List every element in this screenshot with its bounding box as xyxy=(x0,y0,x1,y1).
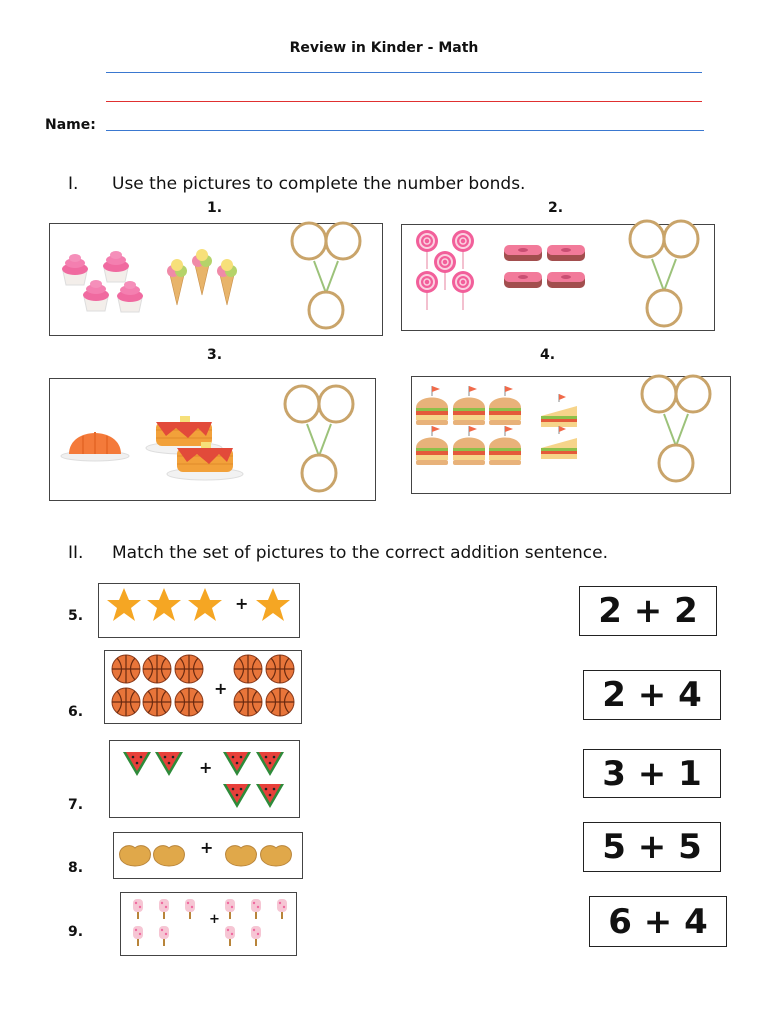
popsicle-icon xyxy=(159,899,169,919)
basketball-icon xyxy=(112,688,140,716)
cupcake-icon xyxy=(83,280,109,311)
section-instruction: Use the pictures to complete the number bonds. xyxy=(112,174,526,194)
donut-icon xyxy=(504,245,542,261)
sandwich-icon xyxy=(541,426,577,459)
lollipop-icon xyxy=(452,271,474,310)
item-number: 8. xyxy=(68,860,84,876)
burger-icon xyxy=(416,426,448,465)
burger-icon xyxy=(489,386,521,425)
basketball-icon xyxy=(266,688,294,716)
sandwich-icon xyxy=(541,394,577,427)
picture-set-4 xyxy=(411,376,729,492)
watermelon-icon xyxy=(256,784,284,808)
picture-set-5 xyxy=(98,583,298,636)
item-number: 5. xyxy=(68,608,84,624)
plus-sign: + xyxy=(235,594,249,613)
plus-sign: + xyxy=(214,679,228,698)
peanut-icon xyxy=(120,846,151,866)
burger-icon xyxy=(489,426,521,465)
popsicle-icon xyxy=(225,926,235,946)
basketball-icon xyxy=(112,655,140,683)
addition-sentence-box[interactable]: 2 + 4 xyxy=(583,670,721,720)
number-bond-icon[interactable] xyxy=(642,376,710,481)
name-label: Name: xyxy=(45,117,96,133)
popsicle-icon xyxy=(133,899,143,919)
addition-sentence-box[interactable]: 3 + 1 xyxy=(583,749,721,798)
popsicle-icon xyxy=(185,899,195,919)
addition-sentence-box[interactable]: 6 + 4 xyxy=(589,896,727,947)
blank-line-1 xyxy=(106,72,702,73)
basketball-icon xyxy=(234,688,262,716)
number-bond-icon[interactable] xyxy=(285,386,353,491)
burger-icon xyxy=(453,386,485,425)
donut-icon xyxy=(504,272,542,288)
watermelon-icon xyxy=(155,752,183,776)
section-2-heading xyxy=(68,543,608,563)
plus-sign: + xyxy=(200,838,214,857)
watermelon-icon xyxy=(223,752,251,776)
peanut-icon xyxy=(154,846,185,866)
picture-set-9 xyxy=(120,892,295,954)
picture-set-1 xyxy=(49,223,381,334)
name-field[interactable] xyxy=(106,130,704,131)
popsicle-icon xyxy=(225,899,235,919)
picture-set-6 xyxy=(104,650,300,722)
section-1-heading xyxy=(68,174,525,194)
donut-icon xyxy=(547,272,585,288)
star-icon xyxy=(188,588,222,621)
section-numeral: I. xyxy=(68,174,79,194)
plus-sign: + xyxy=(199,758,213,777)
burger-icon xyxy=(453,426,485,465)
item-number: 9. xyxy=(68,924,84,940)
jelly-icon xyxy=(61,432,129,461)
blank-line-2 xyxy=(106,101,702,102)
ice-cream-icon xyxy=(192,249,212,295)
picture-set-2 xyxy=(401,224,713,329)
cupcake-icon xyxy=(103,251,129,282)
watermelon-icon xyxy=(123,752,151,776)
popsicle-icon xyxy=(251,926,261,946)
page-title: Review in Kinder - Math xyxy=(289,40,479,56)
picture-set-3 xyxy=(49,378,374,499)
basketball-icon xyxy=(175,655,203,683)
lollipop-icon xyxy=(416,271,438,310)
popsicle-icon xyxy=(277,899,287,919)
cupcake-icon xyxy=(62,254,88,285)
basketball-icon xyxy=(143,688,171,716)
basketball-icon xyxy=(143,655,171,683)
item-number: 2. xyxy=(548,200,564,216)
star-icon xyxy=(107,588,141,621)
plus-sign: + xyxy=(209,912,220,927)
number-bond-icon[interactable] xyxy=(630,221,698,326)
donut-icon xyxy=(547,245,585,261)
cupcake-icon xyxy=(117,281,143,312)
item-number: 4. xyxy=(540,347,556,363)
basketball-icon xyxy=(175,688,203,716)
addition-sentence-box[interactable]: 2 + 2 xyxy=(579,586,717,636)
item-number: 1. xyxy=(207,200,223,216)
star-icon xyxy=(256,588,290,621)
popsicle-icon xyxy=(251,899,261,919)
peanut-icon xyxy=(226,846,257,866)
watermelon-icon xyxy=(256,752,284,776)
addition-sentence-box[interactable]: 5 + 5 xyxy=(583,822,721,872)
ice-cream-icon xyxy=(167,259,187,305)
section-numeral: II. xyxy=(68,543,84,563)
number-bond-icon[interactable] xyxy=(292,223,360,328)
ice-cream-icon xyxy=(217,259,237,305)
basketball-icon xyxy=(266,655,294,683)
item-number: 7. xyxy=(68,797,84,813)
popsicle-icon xyxy=(159,926,169,946)
star-icon xyxy=(147,588,181,621)
watermelon-icon xyxy=(223,784,251,808)
item-number: 6. xyxy=(68,704,84,720)
popsicle-icon xyxy=(133,926,143,946)
peanut-icon xyxy=(261,846,292,866)
picture-set-7 xyxy=(109,740,298,816)
basketball-icon xyxy=(234,655,262,683)
burger-icon xyxy=(416,386,448,425)
section-instruction: Match the set of pictures to the correct addition sentence. xyxy=(112,543,608,563)
item-number: 3. xyxy=(207,347,223,363)
